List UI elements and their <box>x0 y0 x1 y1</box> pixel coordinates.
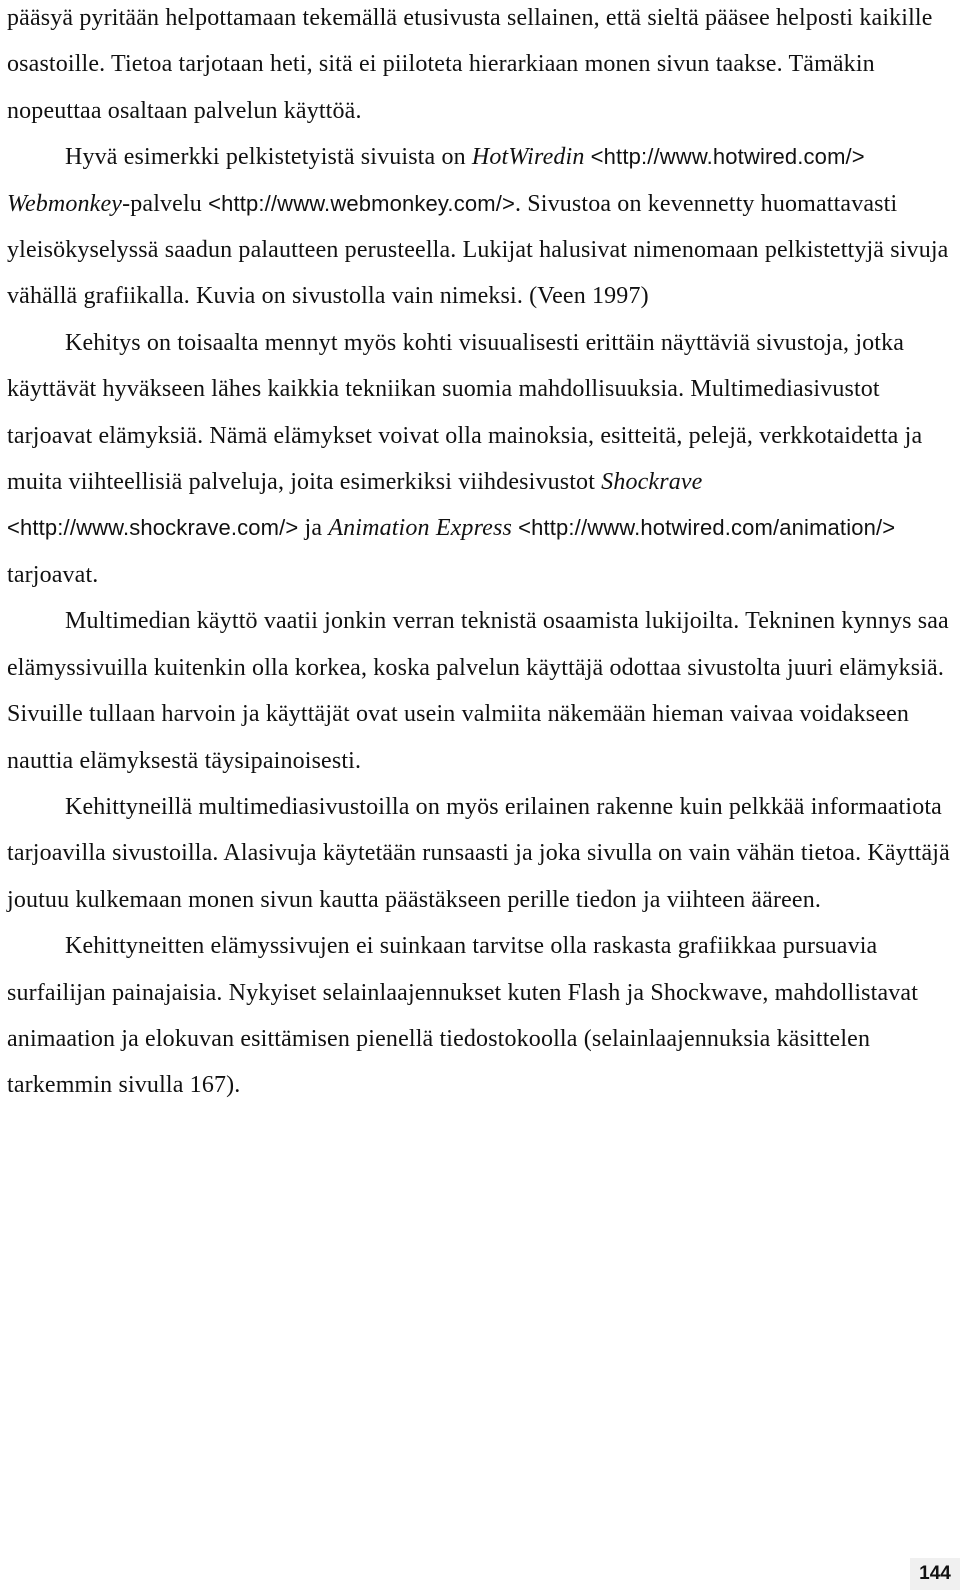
paragraph <box>7 923 957 1109</box>
paragraph <box>7 320 957 598</box>
url-text: <http://www.shockrave.com/> <box>7 515 299 541</box>
paragraph <box>7 134 957 320</box>
text-run: -palvelu <box>122 190 209 217</box>
paragraph <box>7 0 957 134</box>
body-text <box>7 0 957 1109</box>
url-text: <http://www.webmonkey.com/> <box>208 190 515 216</box>
italic-text: HotWiredin <box>471 144 585 171</box>
text-run: Kehitys on toisaalta mennyt myös kohti visuualisesti erittäin näyttäviä sivustoja, jotka käyttävät hyväkseen lähes kaikkia tekniikan suomia mahdollisuuksia. Multimediasivustot tarjoavat elämyksiä. Nämä elämykset voivat olla mainoksia, esitteitä, pelejä, verkkotaidetta ja muita viihteellisiä palveluja, joita esimerkiksi viihdesivustot <box>7 329 923 496</box>
document-page <box>7 0 957 1109</box>
text-run: pääsyä pyritään helpottamaan tekemällä etusivusta sellainen, että sieltä pääsee helposti kaikille osastoille. Tietoa tarjotaan heti, sitä ei piiloteta hierarkiaan monen sivun taakse. Tämäkin nopeuttaa osaltaan palvelun käyttöä. <box>7 5 933 124</box>
page-number: 144 <box>910 1558 960 1590</box>
italic-text: Animation Express <box>328 515 512 542</box>
url-text: <http://www.hotwired.com/> <box>590 144 865 170</box>
url-text: <http://www.hotwired.com/animation/> <box>518 515 896 541</box>
text-run: . Sivustoa on kevennetty huomattavasti yleisökyselyssä saadun palautteen perusteella. Lukijat halusivat nimenomaan pelkistettyjä sivuja vähällä grafiikalla. Kuvia on sivustolla vain nimeksi. (Veen 1997) <box>7 190 949 310</box>
paragraph <box>7 598 957 784</box>
text-run: Hyvä esimerkki pelkistetyistä sivuista on <box>65 144 472 171</box>
text-run: Multimedian käyttö vaatii jonkin verran teknistä osaamista lukijoilta. Tekninen kynnys saa elämyssivuilla kuitenkin olla korkea, koska palvelun käyttäjä odottaa sivustolta juuri elämyksiä. Sivuille tullaan harvoin ja käyttäjät ovat usein valmiita näkemään hieman vaivaa voidakseen nauttia elämyksestä täysipainoisesti. <box>7 608 949 774</box>
paragraph <box>7 784 957 923</box>
text-run: Kehittyneillä multimediasivustoilla on myös erilainen rakenne kuin pelkkää informaatiota tarjoavilla sivustoilla. Alasivuja käytetään runsaasti ja joka sivulla on vain vähän tietoa. Käyttäjä joutuu kulkemaan monen sivun kautta päästäkseen perille tiedon ja viihteen ääreen. <box>7 793 950 913</box>
italic-text: Webmonkey <box>7 190 123 217</box>
text-run: tarjoavat. <box>7 561 99 588</box>
text-run: Kehittyneitten elämyssivujen ei suinkaan tarvitse olla raskasta grafiikkaa pursuavia surfailijan painajaisia. Nykyiset selainlaajennukset kuten Flash ja Shockwave, mahdollistavat animaation ja elokuvan esittämisen pienellä tiedostokoolla (selainlaajennuksia käsittelen tarkemmin sivulla 167). <box>7 933 919 1099</box>
text-run: ja <box>298 515 329 542</box>
italic-text: Shockrave <box>601 469 703 496</box>
